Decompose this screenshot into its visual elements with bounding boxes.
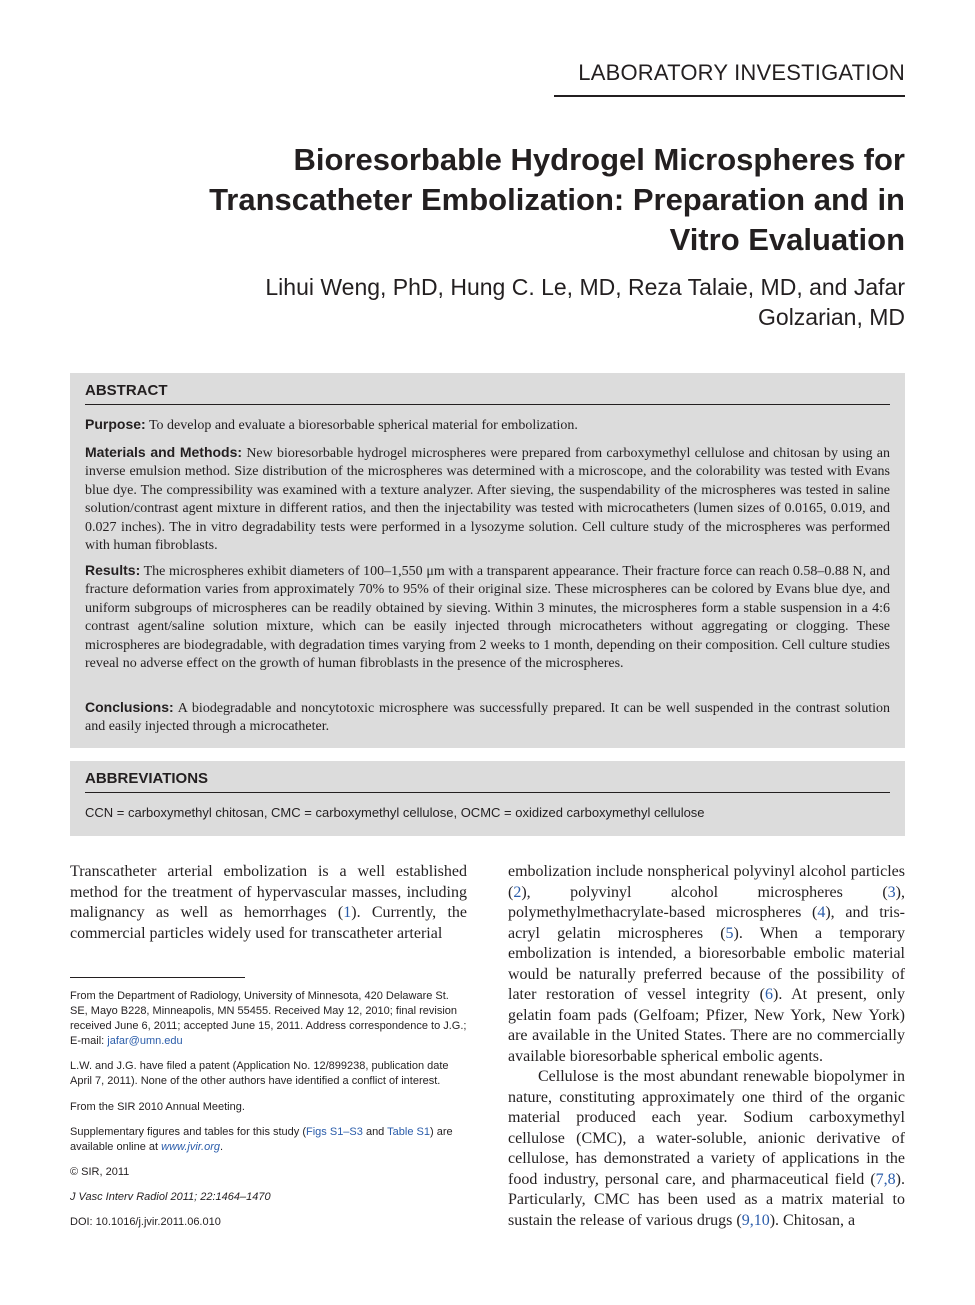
body-text: Transcatheter arterial embolization is a well established method for the treatment of hypervascular masses, including malignancy as well as hemorrhages (	[70, 863, 467, 921]
section-rule	[554, 95, 905, 97]
conclusions-label: Conclusions:	[85, 699, 174, 715]
table-link[interactable]: Table S1	[387, 1126, 430, 1138]
purpose-label: Purpose:	[85, 416, 146, 432]
footnote-affiliation	[70, 989, 467, 1049]
body-paragraph	[508, 862, 905, 1067]
abstract-methods	[85, 443, 890, 555]
abstract-box	[70, 373, 905, 748]
body-text: ). At present, only gelatin foam pads (Gelfoam; Pfizer, New York, New York) are available in the United States. There are no commercially available bioresorbable spherical embolic agents.	[508, 986, 906, 1065]
abstract-heading: ABSTRACT	[85, 382, 890, 405]
abbreviations-text: CCN = carboxymethyl chitosan, CMC = carboxymethyl cellulose, OCMC = oxidized carboxymethyl cellulose	[85, 805, 705, 820]
footnote-meeting: From the SIR 2010 Annual Meeting.	[70, 1101, 245, 1113]
body-text: ). Currently, the commercial particles widely used for transcatheter arterial	[70, 904, 468, 942]
correspondence-text: Address correspondence to J.G.; E-mail:	[70, 1020, 467, 1047]
citation-link[interactable]: 7,8	[875, 1170, 896, 1188]
citation-link[interactable]: 6	[765, 986, 773, 1003]
methods-text: New bioresorbable hydrogel microspheres were prepared from carboxymethyl cellulose and chitosan by using an inverse emulsion method. Size distribution of the microspheres was determined with a microscope, and the colorability was tested with Evans blue dye. The compressibility was examined with a texture analyzer. After sieving, the suspendability of the microspheres was tested in saline solution/contrast agent mixture in different ratios, and then the injectability was tested with microcatheters (lumen sizes of 0.0165, 0.019, and 0.027 inches). The in vitro degradability tests were performed in a lysozyme solution. Cell culture study of the microspheres was performed with human fibroblasts.	[85, 446, 890, 554]
footnote-doi: DOI: 10.1016/j.jvir.2011.06.010	[70, 1216, 221, 1228]
body-paragraph	[70, 862, 467, 944]
body-text: ), polyvinyl alcohol microspheres (	[521, 883, 888, 901]
body-column-right	[508, 862, 905, 1231]
abbreviations-heading: ABBREVIATIONS	[85, 770, 890, 793]
email-link[interactable]: jafar@umn.edu	[107, 1035, 183, 1047]
body-text: ), polymethylmethacrylate-based microspheres (	[508, 883, 905, 921]
section-label: LABORATORY INVESTIGATION	[578, 60, 905, 85]
abstract-conclusions	[85, 698, 890, 737]
body-text: Cellulose is the most abundant renewable biopolymer in nature, constituting approximately one third of the organic material produced each year. Sodium carboxymethyl cellulose (CMC), a water-soluble, anionic derivative of cellulose, has demonstrated a variety of applications in the food industry, personal care, and pharmaceutical field (	[508, 1068, 905, 1188]
affiliation-text: From the Department of Radiology, University of Minnesota, 420 Delaware St. SE, Mayo B228, Minneapolis, MN 55455. Received May 12, 2010; final revision received June 6, 2011; accepted June 15, 2011.	[70, 990, 458, 1032]
body-paragraph	[508, 1067, 905, 1231]
footnote-journal: J Vasc Interv Radiol 2011; 22:1464–1470	[70, 1191, 271, 1203]
citation-link[interactable]: 3	[887, 883, 896, 901]
supp-text: and	[362, 1126, 388, 1138]
results-text: The microspheres exhibit diameters of 100–1,550 μm with a transparent appearance. Their fracture force can reach 0.58–0.88 N, and fracture deformation varies from approximately 70% to 95% of their original size. These microspheres can be colored by Evans blue dye, and uniform subgroups of microspheres can be readily obtained by sieving. Within 3 minutes, the microspheres form a stable suspension in a 4:6 contrast agent/saline solution mixture, which can be easily injected through microcatheters without aggregating or clogging. These microspheres are biodegradable, with degradation times varying from 2 weeks to 1 month, depending on their composition. Cell culture studies reveal no adverse effect on the growth of human fibroblasts in the presence of the microspheres.	[85, 564, 890, 672]
abbreviations-box	[70, 761, 905, 836]
citation-link[interactable]: 4	[817, 904, 826, 921]
purpose-text: To develop and evaluate a bioresorbable spherical material for embolization.	[148, 418, 578, 433]
abstract-results	[85, 561, 890, 673]
body-text: embolization include nonspherical polyvinyl alcohol particles (	[508, 863, 905, 901]
footnote-copyright: © SIR, 2011	[70, 1166, 130, 1178]
supp-text: ) are available online at	[70, 1126, 453, 1153]
author-list: Lihui Weng, PhD, Hung C. Le, MD, Reza Talaie, MD, and Jafar Golzarian, MD	[265, 274, 905, 330]
citation-link[interactable]: 5	[725, 924, 734, 942]
body-text: ), and tris-acryl gelatin microspheres (	[508, 904, 905, 942]
website-link[interactable]: www.jvir.org	[161, 1141, 221, 1153]
figures-link[interactable]: Figs S1–S3	[306, 1126, 363, 1138]
supp-text: .	[220, 1141, 224, 1153]
body-text: ). Chitosan, a	[769, 1211, 856, 1229]
methods-label: Materials and Methods:	[85, 444, 243, 460]
abstract-purpose	[85, 415, 890, 435]
conclusions-text: A biodegradable and noncytotoxic microsphere was successfully prepared. It can be well suspended in the contrast solution and easily injected through a microcatheter.	[85, 701, 891, 735]
footnote-patent: L.W. and J.G. have filed a patent (Application No. 12/899238, publication date April 7, 2011). None of the other authors have identified a conflict of interest.	[70, 1060, 449, 1087]
citation-link[interactable]: 1	[343, 904, 352, 921]
body-text: ). Particularly, CMC has been used as a matrix material to sustain the release of various drugs (	[508, 1170, 905, 1229]
citation-link[interactable]: 9,10	[741, 1211, 770, 1229]
citation-link[interactable]: 2	[513, 883, 522, 901]
body-text: ). When a temporary embolization is intended, a bioresorbable embolic material would be naturally preferred because of the possibility of later restoration of vessel integrity (	[508, 924, 905, 1003]
footnote-supplementary	[70, 1125, 467, 1155]
results-label: Results:	[85, 562, 141, 578]
footnote-rule	[70, 977, 245, 978]
body-column-left	[70, 862, 467, 944]
article-title: Bioresorbable Hydrogel Microspheres for Transcatheter Embolization: Preparation and in Vitro Evaluation	[209, 142, 905, 257]
supp-text: Supplementary figures and tables for this study (	[70, 1126, 307, 1138]
